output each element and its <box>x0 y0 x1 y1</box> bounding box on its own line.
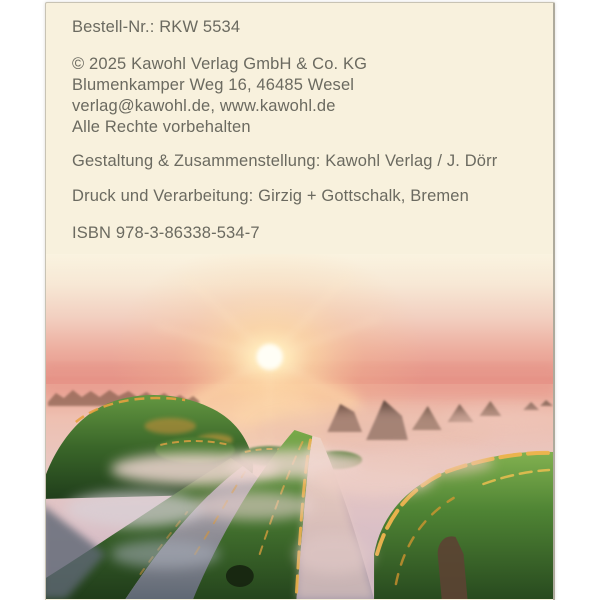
design-credit-line: Gestaltung & Zusammenstellung: Kawohl Verlag / J. Dörr <box>72 152 498 170</box>
order-number: Bestell-Nr.: RKW 5534 <box>72 18 241 36</box>
contact-line: verlag@kawohl.de, www.kawohl.de <box>72 97 336 115</box>
copyright-line: © 2025 Kawohl Verlag GmbH & Co. KG <box>72 55 368 73</box>
imprint-page <box>45 2 555 600</box>
sunset-coastal-rocks-photo <box>46 254 553 599</box>
isbn-line: ISBN 978-3-86338-534-7 <box>72 224 260 242</box>
address-line: Blumenkamper Weg 16, 46485 Wesel <box>72 76 355 94</box>
print-credit-line: Druck und Verarbeitung: Girzig + Gottschalk, Bremen <box>72 187 469 205</box>
imprint-text-block <box>46 3 553 244</box>
rights-line: Alle Rechte vorbehalten <box>72 118 251 136</box>
